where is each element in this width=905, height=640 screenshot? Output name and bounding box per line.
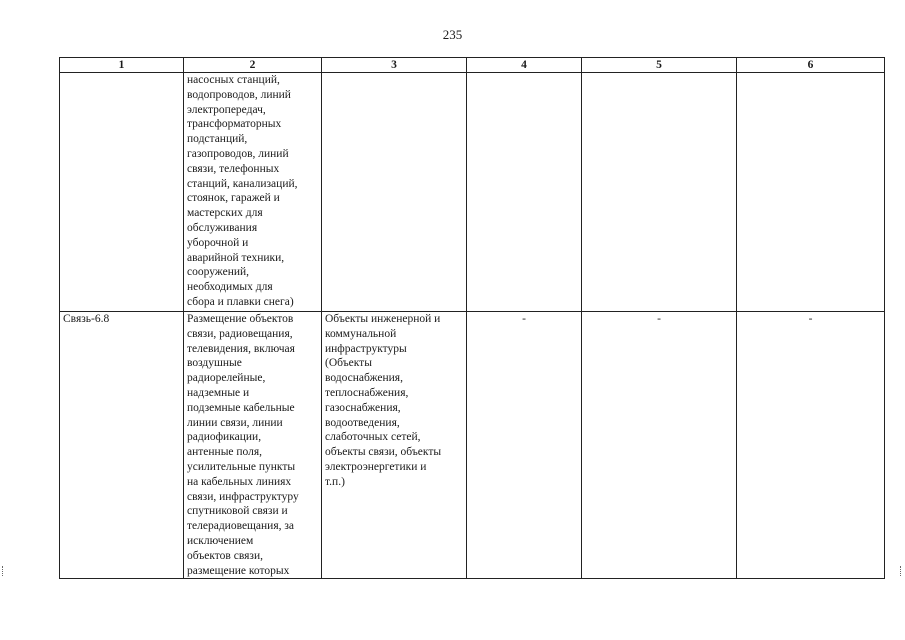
cell-text-line: насосных станций, bbox=[187, 74, 280, 86]
cell-text-line: воздушные bbox=[187, 357, 242, 370]
cell-auxiliary-uses bbox=[322, 312, 467, 579]
cell-text-line: стоянок, гаражей и bbox=[187, 192, 280, 205]
cell-text-line: связи, радиовещания, bbox=[187, 327, 293, 340]
cell-text-line: связи, телефонных bbox=[187, 162, 280, 175]
table-row bbox=[60, 312, 885, 579]
table-header-row bbox=[60, 58, 885, 73]
cell-col5: - bbox=[582, 312, 737, 579]
cell-description bbox=[184, 312, 322, 579]
cell-text-line: телерадиовещания, за bbox=[187, 520, 295, 533]
column-header-2: 2 bbox=[184, 58, 322, 73]
cell-text-line: размещение которых bbox=[187, 564, 290, 577]
cell-text-line: водопроводов, линий bbox=[187, 88, 291, 101]
column-header-1: 1 bbox=[60, 58, 184, 73]
cell-text-line: водоотведения, bbox=[325, 416, 400, 429]
cell-text-line: газоснабжения, bbox=[325, 401, 401, 414]
column-header-4: 4 bbox=[467, 58, 582, 73]
column-header-3: 3 bbox=[322, 58, 467, 73]
cell-text-line: подземные кабельные bbox=[187, 401, 295, 414]
cell-text-line: спутниковой связи и bbox=[187, 505, 288, 518]
cell-text-line: объектов связи, bbox=[187, 549, 263, 562]
cell-text-line: Объекты инженерной и bbox=[325, 313, 441, 325]
cell-text-line: (Объекты bbox=[325, 357, 372, 370]
cell-text-line: надземные и bbox=[187, 386, 250, 399]
cell-text-line: теплоснабжения, bbox=[325, 386, 409, 399]
cell-text-line: объекты связи, объекты bbox=[325, 446, 442, 459]
cell-auxiliary-uses bbox=[322, 73, 467, 312]
cell-text-line: аварийной техники, bbox=[187, 251, 285, 264]
cell-text-line: инфраструктуры bbox=[325, 342, 407, 355]
cell-text-line: т.п.) bbox=[325, 475, 345, 488]
cell-col4: - bbox=[467, 312, 582, 579]
cell-text-line: Размещение объектов bbox=[187, 313, 294, 325]
cell-col6: - bbox=[737, 312, 885, 579]
cell-text-line: на кабельных линиях bbox=[187, 475, 292, 488]
cell-code: Связь-6.8 bbox=[60, 312, 184, 579]
column-header-6: 6 bbox=[737, 58, 885, 73]
cell-text-line: исключением bbox=[187, 534, 254, 547]
table-row bbox=[60, 73, 885, 312]
scan-edge-mark-right bbox=[900, 566, 904, 576]
cell-text-line: радиорелейные, bbox=[187, 372, 266, 385]
cell-text-line: обслуживания bbox=[187, 221, 258, 234]
cell-text-line: антенные поля, bbox=[187, 446, 263, 459]
cell-text-line: водоснабжения, bbox=[325, 372, 403, 385]
cell-text-line: необходимых для bbox=[187, 281, 273, 294]
column-header-5: 5 bbox=[582, 58, 737, 73]
cell-text-line: станций, канализаций, bbox=[187, 177, 298, 190]
regulations-table bbox=[59, 57, 885, 579]
cell-text-line: сооружений, bbox=[187, 266, 250, 279]
cell-text-line: усилительные пункты bbox=[187, 460, 296, 473]
cell-text-line: радиофикации, bbox=[187, 431, 262, 444]
cell-text-line: телевидения, включая bbox=[187, 342, 295, 355]
cell-text-line: сбора и плавки снега) bbox=[187, 295, 294, 308]
page-number: 235 bbox=[442, 27, 463, 42]
cell-text-line: газопроводов, линий bbox=[187, 147, 289, 160]
cell-text-line: электропередач, bbox=[187, 103, 266, 116]
cell-col6 bbox=[737, 73, 885, 312]
cell-description bbox=[184, 73, 322, 312]
cell-text-line: уборочной и bbox=[187, 236, 249, 249]
cell-code bbox=[60, 73, 184, 312]
cell-text-line: мастерских для bbox=[187, 207, 263, 220]
cell-text-line: слаботочных сетей, bbox=[325, 431, 421, 444]
cell-text-line: электроэнергетики и bbox=[325, 460, 427, 473]
scan-edge-mark-left bbox=[2, 566, 6, 576]
cell-text-line: линии связи, линии bbox=[187, 416, 283, 429]
cell-text-line: коммунальной bbox=[325, 327, 397, 340]
cell-col5 bbox=[582, 73, 737, 312]
cell-text-line: подстанций, bbox=[187, 133, 248, 146]
cell-text-line: связи, инфраструктуру bbox=[187, 490, 299, 503]
cell-col4 bbox=[467, 73, 582, 312]
cell-text-line: трансформаторных bbox=[187, 118, 282, 131]
